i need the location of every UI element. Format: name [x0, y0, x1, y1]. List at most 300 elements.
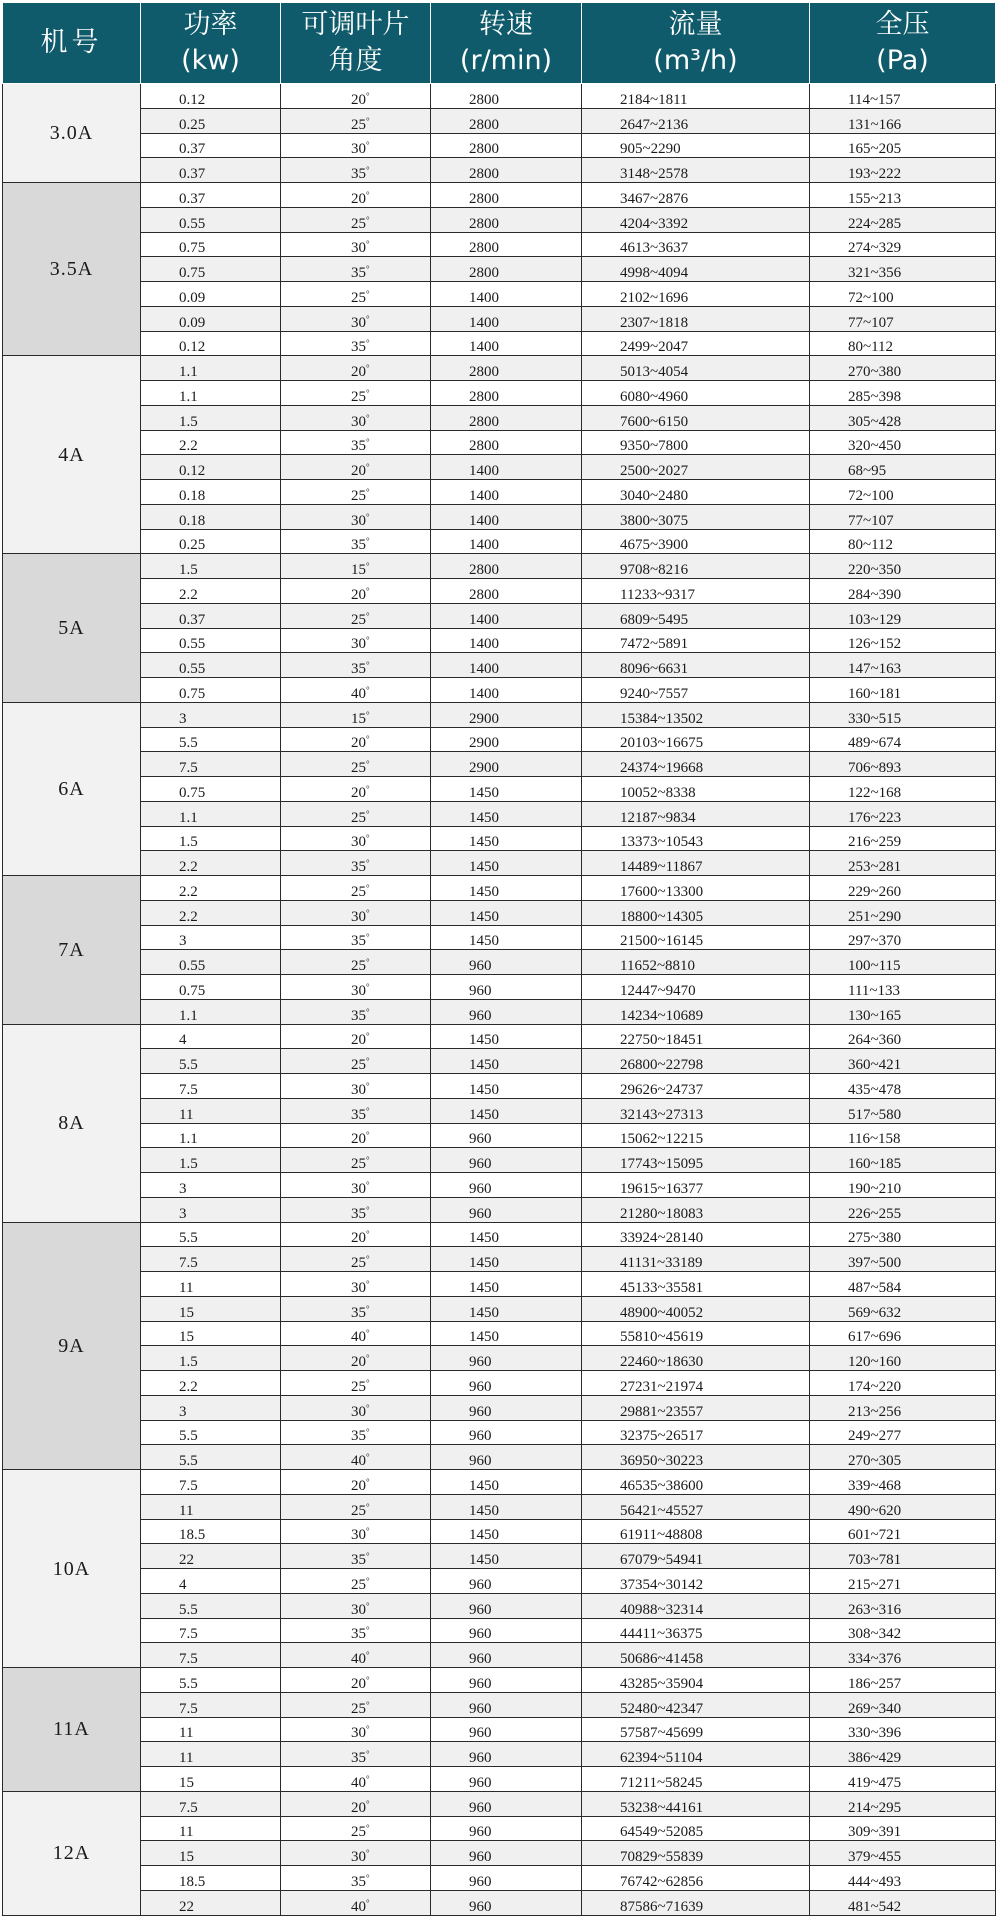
- angle-cell: [281, 925, 431, 950]
- angle-value: 35: [351, 1552, 366, 1568]
- pressure-cell: 285~398: [810, 381, 996, 406]
- angle-cell: [281, 1321, 431, 1346]
- header-speed: 转速 (r/min): [431, 3, 582, 84]
- pressure-cell: 320~450: [810, 430, 996, 455]
- angle-value: 20: [351, 1032, 366, 1049]
- speed-cell: 2800: [431, 207, 582, 232]
- table-header: [3, 3, 996, 84]
- power-cell: 15: [141, 1841, 281, 1866]
- pressure-cell: 215~271: [810, 1569, 996, 1594]
- pressure-cell: 147~163: [810, 653, 996, 678]
- flow-cell: 43285~35904: [582, 1668, 810, 1693]
- flow-cell: 27231~21974: [582, 1371, 810, 1396]
- angle-cell: [281, 1816, 431, 1841]
- flow-cell: 87586~71639: [582, 1890, 810, 1915]
- power-cell: 3: [141, 1173, 281, 1198]
- pressure-cell: 703~781: [810, 1544, 996, 1569]
- angle-cell: [281, 579, 431, 604]
- table-row: [3, 1494, 996, 1519]
- speed-cell: 960: [431, 1841, 582, 1866]
- degree-symbol: °: [366, 264, 370, 274]
- angle-cell: [281, 628, 431, 653]
- flow-cell: 44411~36375: [582, 1618, 810, 1643]
- power-cell: 0.12: [141, 455, 281, 480]
- angle-value: 40: [351, 1898, 366, 1915]
- degree-symbol: °: [366, 734, 370, 745]
- angle-value: 20: [351, 1675, 366, 1692]
- table-row: [3, 529, 996, 554]
- angle-cell: [281, 1296, 431, 1321]
- table-row: [3, 727, 996, 752]
- power-cell: 4: [141, 1569, 281, 1594]
- angle-value: 25: [351, 1057, 366, 1073]
- power-cell: 0.75: [141, 777, 281, 802]
- power-cell: 0.12: [141, 84, 281, 109]
- angle-value: 35: [351, 1205, 366, 1222]
- angle-cell: [281, 851, 431, 876]
- table-row: [3, 876, 996, 901]
- power-cell: 5.5: [141, 727, 281, 752]
- angle-value: 25: [351, 1502, 366, 1519]
- power-cell: 0.75: [141, 678, 281, 703]
- flow-cell: 70829~55839: [582, 1841, 810, 1866]
- speed-cell: 960: [431, 1445, 582, 1470]
- angle-cell: [281, 702, 431, 727]
- angle-cell: [281, 1371, 431, 1396]
- flow-cell: 57587~45699: [582, 1717, 810, 1742]
- flow-cell: 6809~5495: [582, 603, 810, 628]
- flow-cell: 9708~8216: [582, 554, 810, 579]
- degree-symbol: °: [366, 1848, 370, 1858]
- flow-cell: 2500~2027: [582, 455, 810, 480]
- speed-cell: 2900: [431, 702, 582, 727]
- angle-cell: [281, 158, 431, 183]
- degree-symbol: °: [366, 387, 370, 398]
- angle-cell: [281, 183, 431, 208]
- angle-value: 20: [351, 1477, 366, 1494]
- angle-value: 20: [351, 1799, 366, 1816]
- table-row: [3, 1098, 996, 1123]
- flow-cell: 10052~8338: [582, 777, 810, 802]
- table-row: [3, 504, 996, 529]
- speed-cell: 960: [431, 1643, 582, 1668]
- flow-cell: 22460~18630: [582, 1346, 810, 1371]
- table-row: [3, 282, 996, 307]
- speed-cell: 960: [431, 1767, 582, 1792]
- angle-cell: [281, 801, 431, 826]
- table-row: [3, 1544, 996, 1569]
- angle-cell: [281, 876, 431, 901]
- table-row: [3, 925, 996, 950]
- table-row: [3, 207, 996, 232]
- speed-cell: 960: [431, 1395, 582, 1420]
- degree-symbol: °: [366, 858, 370, 868]
- table-row: [3, 1791, 996, 1816]
- model-cell: 8A: [3, 1024, 141, 1222]
- table-row: [3, 133, 996, 158]
- angle-value: 30: [351, 908, 366, 925]
- pressure-cell: 308~342: [810, 1618, 996, 1643]
- model-cell: 10A: [3, 1470, 141, 1668]
- flow-cell: 61911~48808: [582, 1519, 810, 1544]
- pressure-cell: 226~255: [810, 1197, 996, 1222]
- flow-cell: 76742~62856: [582, 1866, 810, 1891]
- degree-symbol: °: [366, 882, 370, 893]
- speed-cell: 1450: [431, 1296, 582, 1321]
- pressure-cell: 72~100: [810, 282, 996, 307]
- angle-cell: [281, 826, 431, 851]
- speed-cell: 2800: [431, 356, 582, 381]
- power-cell: 5.5: [141, 1222, 281, 1247]
- angle-value: 25: [351, 1824, 366, 1841]
- table-row: [3, 183, 996, 208]
- power-cell: 1.1: [141, 1123, 281, 1148]
- power-cell: 1.1: [141, 999, 281, 1024]
- power-cell: 0.18: [141, 480, 281, 505]
- speed-cell: 1400: [431, 480, 582, 505]
- power-cell: 0.75: [141, 975, 281, 1000]
- pressure-cell: 270~305: [810, 1445, 996, 1470]
- pressure-cell: 435~478: [810, 1074, 996, 1099]
- degree-symbol: °: [366, 1575, 370, 1586]
- degree-symbol: °: [366, 115, 370, 126]
- degree-symbol: °: [366, 585, 370, 596]
- flow-cell: 21500~16145: [582, 925, 810, 950]
- angle-value: 35: [351, 438, 366, 455]
- flow-cell: 2307~1818: [582, 306, 810, 331]
- flow-cell: 50686~41458: [582, 1643, 810, 1668]
- power-cell: 1.5: [141, 554, 281, 579]
- angle-cell: [281, 306, 431, 331]
- speed-cell: 2800: [431, 579, 582, 604]
- flow-cell: 3040~2480: [582, 480, 810, 505]
- power-cell: 15: [141, 1767, 281, 1792]
- degree-symbol: °: [366, 1476, 370, 1487]
- speed-cell: 1450: [431, 1098, 582, 1123]
- header-model: 机号: [3, 3, 141, 84]
- table-row: [3, 1519, 996, 1544]
- power-cell: 7.5: [141, 1618, 281, 1643]
- table-row: [3, 1593, 996, 1618]
- flow-cell: 53238~44161: [582, 1791, 810, 1816]
- angle-cell: [281, 381, 431, 406]
- pressure-cell: 130~165: [810, 999, 996, 1024]
- degree-symbol: °: [366, 709, 370, 720]
- fan-spec-table-container: [2, 2, 995, 1916]
- speed-cell: 1400: [431, 678, 582, 703]
- pressure-cell: 80~112: [810, 529, 996, 554]
- flow-cell: 32143~27313: [582, 1098, 810, 1123]
- power-cell: 0.37: [141, 603, 281, 628]
- speed-cell: 960: [431, 1593, 582, 1618]
- flow-cell: 40988~32314: [582, 1593, 810, 1618]
- angle-value: 30: [351, 1081, 366, 1098]
- power-cell: 1.5: [141, 826, 281, 851]
- table-row: [3, 430, 996, 455]
- pressure-cell: 253~281: [810, 851, 996, 876]
- pressure-cell: 213~256: [810, 1395, 996, 1420]
- degree-symbol: °: [366, 1031, 370, 1042]
- pressure-cell: 126~152: [810, 628, 996, 653]
- angle-value: 40: [351, 1651, 366, 1667]
- table-row: [3, 1445, 996, 1470]
- flow-cell: 11233~9317: [582, 579, 810, 604]
- model-cell: 3.0A: [3, 84, 141, 183]
- degree-symbol: °: [366, 1056, 370, 1066]
- table-row: [3, 603, 996, 628]
- angle-value: 25: [351, 809, 366, 826]
- flow-cell: 12447~9470: [582, 975, 810, 1000]
- power-cell: 0.75: [141, 232, 281, 257]
- angle-cell: [281, 133, 431, 158]
- degree-symbol: °: [366, 561, 370, 571]
- angle-cell: [281, 430, 431, 455]
- power-cell: 7.5: [141, 1470, 281, 1495]
- table-row: [3, 1123, 996, 1148]
- table-row: [3, 1049, 996, 1074]
- pressure-cell: 706~893: [810, 752, 996, 777]
- pressure-cell: 263~316: [810, 1593, 996, 1618]
- table-body: [3, 84, 996, 1916]
- pressure-cell: 601~721: [810, 1519, 996, 1544]
- speed-cell: 1450: [431, 1470, 582, 1495]
- flow-cell: 37354~30142: [582, 1569, 810, 1594]
- table-row: [3, 777, 996, 802]
- table-row: [3, 1816, 996, 1841]
- table-row: [3, 1742, 996, 1767]
- power-cell: 11: [141, 1816, 281, 1841]
- flow-cell: 2647~2136: [582, 108, 810, 133]
- table-row: [3, 1371, 996, 1396]
- speed-cell: 960: [431, 999, 582, 1024]
- pressure-cell: 379~455: [810, 1841, 996, 1866]
- angle-value: 25: [351, 1700, 366, 1717]
- table-row: [3, 1395, 996, 1420]
- angle-value: 35: [351, 1007, 366, 1024]
- flow-cell: 4613~3637: [582, 232, 810, 257]
- speed-cell: 960: [431, 1692, 582, 1717]
- speed-cell: 1450: [431, 900, 582, 925]
- flow-cell: 24374~19668: [582, 752, 810, 777]
- pressure-cell: 517~580: [810, 1098, 996, 1123]
- angle-value: 25: [351, 1156, 366, 1172]
- power-cell: 0.37: [141, 158, 281, 183]
- angle-cell: [281, 1593, 431, 1618]
- angle-cell: [281, 455, 431, 480]
- pressure-cell: 122~168: [810, 777, 996, 802]
- pressure-cell: 270~380: [810, 356, 996, 381]
- fan-spec-table: [2, 2, 996, 1916]
- power-cell: 5.5: [141, 1668, 281, 1693]
- table-row: [3, 381, 996, 406]
- table-row: [3, 1569, 996, 1594]
- angle-cell: [281, 1890, 431, 1915]
- flow-cell: 2102~1696: [582, 282, 810, 307]
- degree-symbol: °: [366, 610, 370, 621]
- table-row: [3, 851, 996, 876]
- degree-symbol: °: [366, 1650, 370, 1660]
- flow-cell: 3467~2876: [582, 183, 810, 208]
- table-row: [3, 84, 996, 109]
- flow-cell: 15062~12215: [582, 1123, 810, 1148]
- flow-cell: 2184~1811: [582, 84, 810, 109]
- angle-value: 25: [351, 215, 366, 232]
- pressure-cell: 419~475: [810, 1767, 996, 1792]
- angle-value: 30: [351, 1849, 366, 1865]
- angle-value: 30: [351, 1527, 366, 1544]
- speed-cell: 960: [431, 1569, 582, 1594]
- power-cell: 3: [141, 1395, 281, 1420]
- header-flow: 流量 (m³/h): [582, 3, 810, 84]
- model-cell: 6A: [3, 702, 141, 875]
- pressure-cell: 165~205: [810, 133, 996, 158]
- power-cell: 11: [141, 1098, 281, 1123]
- speed-cell: 1400: [431, 628, 582, 653]
- degree-symbol: °: [366, 635, 370, 646]
- flow-cell: 9240~7557: [582, 678, 810, 703]
- flow-cell: 29626~24737: [582, 1074, 810, 1099]
- table-row: [3, 1841, 996, 1866]
- speed-cell: 2800: [431, 405, 582, 430]
- angle-cell: [281, 1841, 431, 1866]
- power-cell: 1.1: [141, 381, 281, 406]
- power-cell: 5.5: [141, 1593, 281, 1618]
- table-row: [3, 900, 996, 925]
- flow-cell: 9350~7800: [582, 430, 810, 455]
- degree-symbol: °: [366, 932, 370, 943]
- angle-cell: [281, 1148, 431, 1173]
- angle-cell: [281, 1272, 431, 1297]
- angle-value: 35: [351, 859, 366, 875]
- flow-cell: 33924~28140: [582, 1222, 810, 1247]
- pressure-cell: 193~222: [810, 158, 996, 183]
- table-row: [3, 108, 996, 133]
- speed-cell: 1450: [431, 826, 582, 851]
- speed-cell: 2800: [431, 84, 582, 109]
- angle-cell: [281, 1123, 431, 1148]
- power-cell: 3: [141, 925, 281, 950]
- flow-cell: 2499~2047: [582, 331, 810, 356]
- degree-symbol: °: [366, 1204, 370, 1215]
- pressure-cell: 386~429: [810, 1742, 996, 1767]
- flow-cell: 4204~3392: [582, 207, 810, 232]
- flow-cell: 6080~4960: [582, 381, 810, 406]
- power-cell: 5.5: [141, 1049, 281, 1074]
- angle-value: 35: [351, 1428, 366, 1445]
- pressure-cell: 251~290: [810, 900, 996, 925]
- pressure-cell: 321~356: [810, 257, 996, 282]
- degree-symbol: °: [366, 660, 370, 670]
- table-row: [3, 158, 996, 183]
- power-cell: 2.2: [141, 430, 281, 455]
- power-cell: 0.55: [141, 207, 281, 232]
- angle-value: 40: [351, 1774, 366, 1791]
- flow-cell: 7600~6150: [582, 405, 810, 430]
- table-row: [3, 1692, 996, 1717]
- degree-symbol: °: [366, 1551, 370, 1561]
- angle-cell: [281, 1742, 431, 1767]
- degree-symbol: °: [366, 189, 370, 200]
- angle-cell: [281, 950, 431, 975]
- table-row: [3, 801, 996, 826]
- flow-cell: 19615~16377: [582, 1173, 810, 1198]
- angle-value: 25: [351, 958, 366, 974]
- angle-value: 25: [351, 1576, 366, 1593]
- power-cell: 0.37: [141, 183, 281, 208]
- speed-cell: 960: [431, 1866, 582, 1891]
- degree-symbol: °: [366, 1724, 370, 1735]
- speed-cell: 2800: [431, 183, 582, 208]
- degree-symbol: °: [366, 1897, 370, 1908]
- speed-cell: 1450: [431, 1272, 582, 1297]
- speed-cell: 2800: [431, 158, 582, 183]
- pressure-cell: 360~421: [810, 1049, 996, 1074]
- speed-cell: 1450: [431, 876, 582, 901]
- pressure-cell: 297~370: [810, 925, 996, 950]
- table-row: [3, 1618, 996, 1643]
- speed-cell: 1400: [431, 529, 582, 554]
- pressure-cell: 224~285: [810, 207, 996, 232]
- pressure-cell: 249~277: [810, 1420, 996, 1445]
- degree-symbol: °: [366, 437, 370, 448]
- degree-symbol: °: [366, 1179, 370, 1190]
- pressure-cell: 309~391: [810, 1816, 996, 1841]
- power-cell: 0.25: [141, 108, 281, 133]
- table-row: [3, 554, 996, 579]
- angle-cell: [281, 1470, 431, 1495]
- degree-symbol: °: [366, 1427, 370, 1438]
- angle-cell: [281, 1668, 431, 1693]
- flow-cell: 46535~38600: [582, 1470, 810, 1495]
- degree-symbol: °: [366, 1328, 370, 1339]
- degree-symbol: °: [366, 1377, 370, 1388]
- angle-value: 30: [351, 413, 366, 430]
- angle-value: 30: [351, 512, 366, 529]
- table-row: [3, 1148, 996, 1173]
- angle-cell: [281, 480, 431, 505]
- angle-value: 30: [351, 1279, 366, 1296]
- speed-cell: 2800: [431, 108, 582, 133]
- table-row: [3, 480, 996, 505]
- speed-cell: 1450: [431, 1519, 582, 1544]
- pressure-cell: 397~500: [810, 1247, 996, 1272]
- speed-cell: 960: [431, 1791, 582, 1816]
- angle-cell: [281, 1395, 431, 1420]
- degree-symbol: °: [366, 1402, 370, 1413]
- speed-cell: 1400: [431, 455, 582, 480]
- speed-cell: 1450: [431, 1074, 582, 1099]
- speed-cell: 1450: [431, 1049, 582, 1074]
- pressure-cell: 80~112: [810, 331, 996, 356]
- degree-symbol: °: [366, 1823, 370, 1834]
- angle-value: 20: [351, 91, 366, 108]
- pressure-cell: 174~220: [810, 1371, 996, 1396]
- power-cell: 1.1: [141, 356, 281, 381]
- model-cell: 12A: [3, 1791, 141, 1915]
- degree-symbol: °: [366, 783, 370, 794]
- power-cell: 3: [141, 1197, 281, 1222]
- angle-cell: [281, 603, 431, 628]
- flow-cell: 64549~52085: [582, 1816, 810, 1841]
- flow-cell: 14234~10689: [582, 999, 810, 1024]
- model-cell: 4A: [3, 356, 141, 554]
- degree-symbol: °: [366, 1749, 370, 1759]
- angle-value: 35: [351, 166, 366, 182]
- power-cell: 15: [141, 1321, 281, 1346]
- degree-symbol: °: [366, 1773, 370, 1784]
- flow-cell: 26800~22798: [582, 1049, 810, 1074]
- degree-symbol: °: [366, 536, 370, 547]
